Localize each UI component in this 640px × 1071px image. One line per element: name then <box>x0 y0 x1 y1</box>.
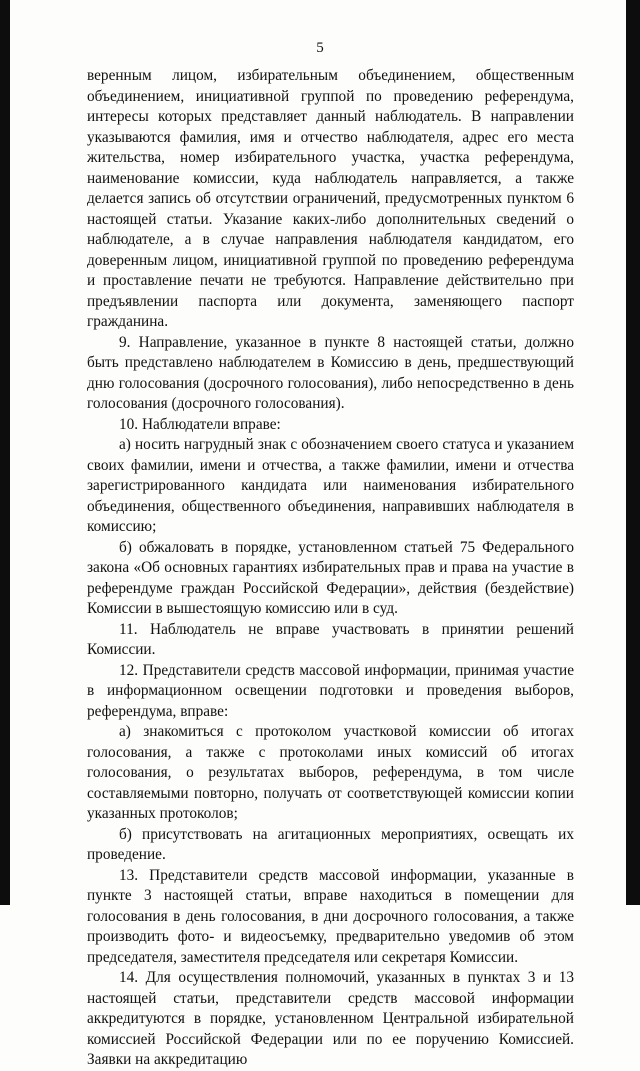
paragraph: а) знакомиться с протоколом участковой комиссии об итогах голосования, а также с протоколами иных комиссий об итогах голосования, о результатах выборов, референдума, в том числе составляемыми повторно, получать от соответствующей комиссии копии указанных протоколов; <box>87 723 574 822</box>
paragraph: б) обжаловать в порядке, установленном статьей 75 Федерального закона «Об основных гарантиях избирательных прав и права на участие в референдуме граждан Российской Федерации», действия (бездействие) Комиссии в вышестоящую комиссию или в суд. <box>87 538 574 617</box>
paragraph: 10. Наблюдатели вправе: <box>119 415 281 433</box>
paragraph: 12. Представители средств массовой информации, принимая участие в информационном освещении подготовки и проведения выборов, референдума, вправе: <box>87 661 574 720</box>
paragraph: 9. Направление, указанное в пункте 8 настоящей статьи, должно быть представлено наблюдателем в Комиссию в день, предшествующий дню голосования (досрочного голосования), либо непосредственно в день голосования (досрочного голосования). <box>87 333 574 412</box>
scan-border-right <box>626 0 640 905</box>
paragraph: 13. Представители средств массовой информации, указанные в пункте 3 настоящей статьи, вправе находиться в помещении для голосования в день голосования, в дни досрочного голосования, а также производить фото- и видеосъемку, предварительно уведомив об этом председателя, заместителя председателя или секретаря Комиссии. <box>87 866 574 966</box>
document-body <box>87 66 574 1071</box>
page-number: 5 <box>316 40 324 56</box>
scan-border-left <box>0 0 10 905</box>
paragraph: веренным лицом, избирательным объединением, общественным объединением, инициативной группой по проведению референдума, интересы которых представляет данный наблюдатель. В направлении указываются фамилия, имя и отчество наблюдателя, адрес его места жительства, номер избирательного участка, участка референдума, наименование комиссии, куда наблюдатель направляется, а также делается запись об отсутствии ограничений, предусмотренных пунктом 6 настоящей статьи. Указание каких-либо дополнительных сведений о наблюдателе, а в случае направления наблюдателя кандидатом, его доверенным лицом, инициативной группой по проведению референдума и проставление печати не требуются. Направление действительно при предъявлении паспорта или документа, заменяющего паспорт гражданина. <box>87 67 574 330</box>
paragraph: 14. Для осуществления полномочий, указанных в пунктах 3 и 13 настоящей статьи, представители средств массовой информации аккредитуются в порядке, установленном Центральной избирательной комиссией Российской Федерации или по ее поручению Комиссией. Заявки на аккредитацию <box>87 969 574 1068</box>
paragraph: 11. Наблюдатель не вправе участвовать в принятии решений Комиссии. <box>87 620 574 658</box>
paragraph: б) присутствовать на агитационных мероприятиях, освещать их проведение. <box>87 825 574 863</box>
paragraph: а) носить нагрудный знак с обозначением своего статуса и указанием своих фамилии, имени и отчества, а также фамилии, имени и отчества зарегистрированного кандидата или наименования избирательного объединения, общественного объединения, направивших наблюдателя в комиссию; <box>87 436 574 535</box>
